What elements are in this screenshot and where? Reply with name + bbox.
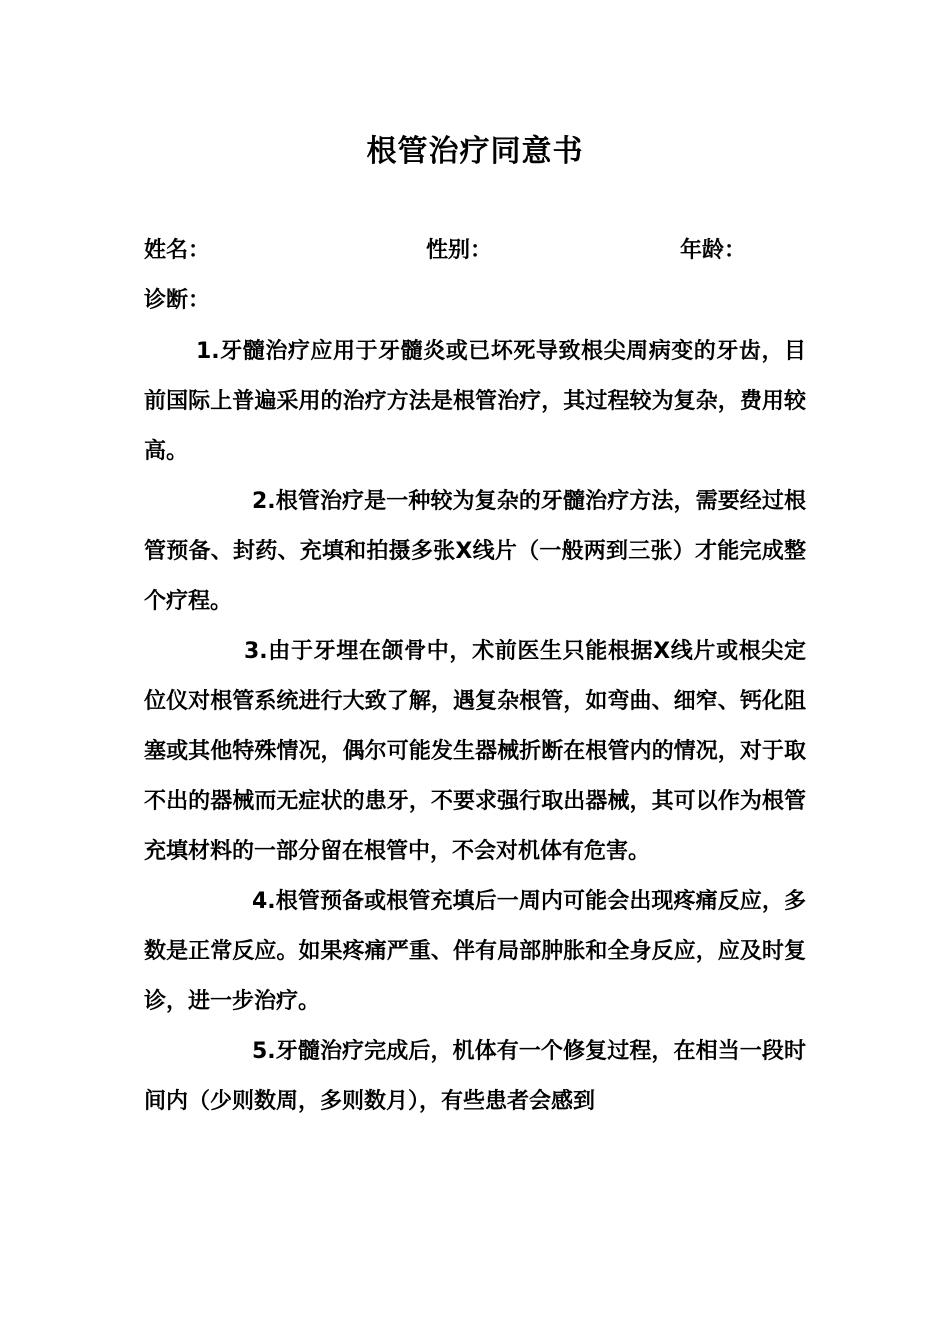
paragraph-4: 4.根管预备或根管充填后一周内可能会出现疼痛反应，多数是正常反应。如果疼痛严重、伴有局部肿胀和全身反应，应及时复诊，进一步治疗。: [144, 889, 806, 1014]
gender-label: 性别：: [426, 238, 493, 263]
age-label: 年龄：: [680, 238, 747, 263]
consent-body: [144, 327, 806, 1127]
paragraph-1: 1.牙髓治疗应用于牙髓炎或已坏死导致根尖周病变的牙齿，目前国际上普遍采用的治疗方法是根管治疗，其过程较为复杂，费用较高。: [144, 339, 806, 464]
paragraph-5: 5.牙髓治疗完成后，机体有一个修复过程，在相当一段时间内（少则数周，多则数月），有些患者会感到: [144, 1039, 806, 1114]
name-label: 姓名：: [144, 238, 211, 263]
paragraph-2: 2.根管治疗是一种较为复杂的牙髓治疗方法，需要经过根管预备、封药、充填和拍摄多张X线片（一般两到三张）才能完成整个疗程。: [144, 489, 806, 614]
document-title: 根管治疗同意书: [366, 134, 584, 169]
paragraph-3: 3.由于牙埋在颌骨中，术前医生只能根据X线片或根尖定位仪对根管系统进行大致了解，遇复杂根管，如弯曲、细窄、钙化阻塞或其他特殊情况，偶尔可能发生器械折断在根管内的情况，对于取不出的器械而无症状的患牙，不要求强行取出器械，其可以作为根管充填材料的一部分留在根管中，不会对机体有危害。: [144, 639, 806, 864]
diagnosis-label: 诊断：: [144, 288, 211, 313]
